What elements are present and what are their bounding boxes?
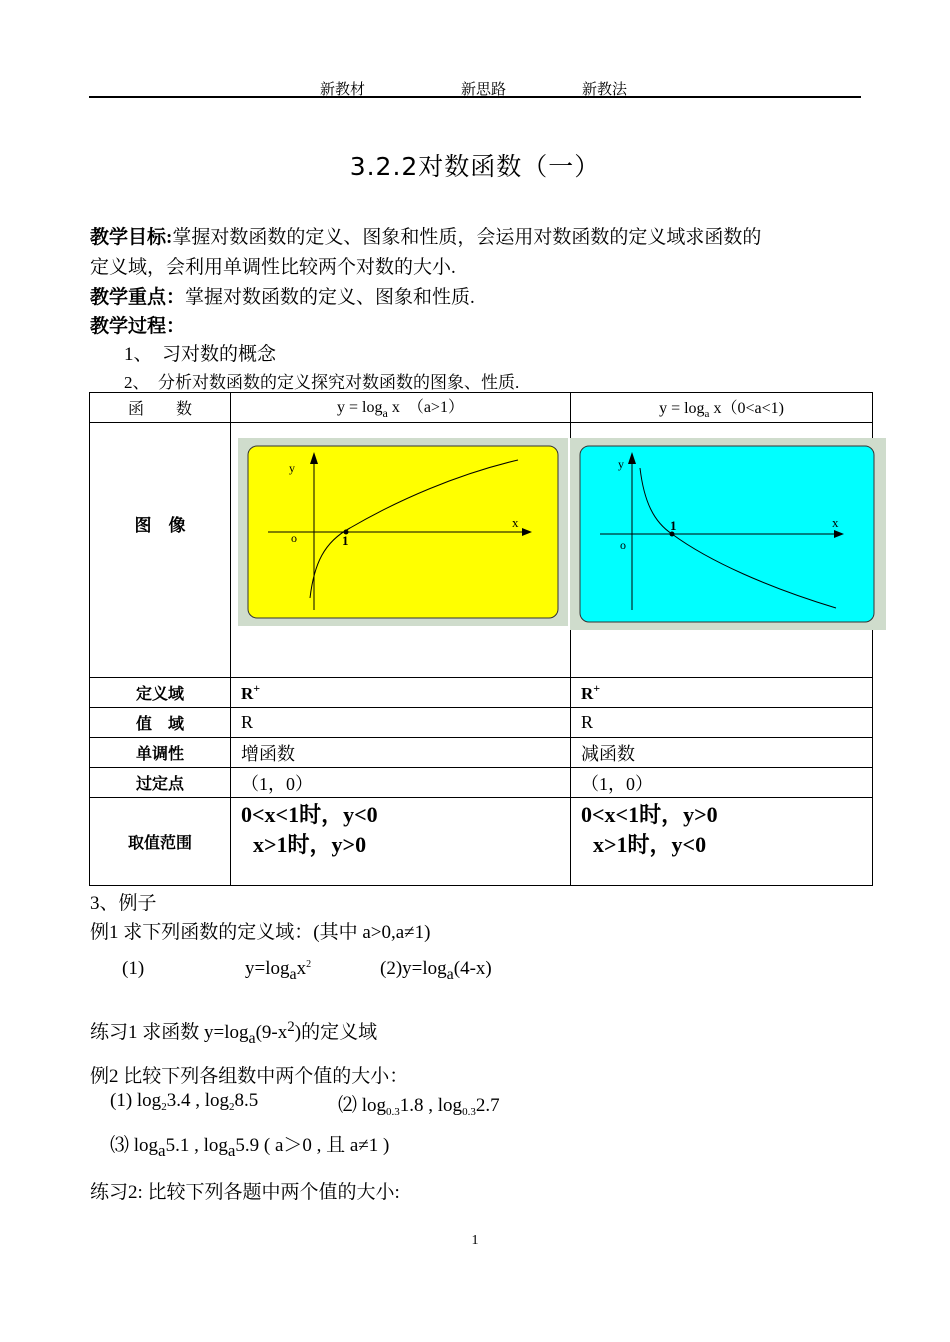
- domain-1: R+: [231, 678, 571, 708]
- table-row: [90, 768, 873, 798]
- focus-text: 掌握对数函数的定义、图象和性质.: [185, 287, 475, 308]
- focus-line: [90, 282, 475, 309]
- monotonic-2: 减函数: [571, 738, 873, 768]
- examples-heading: 3、例子: [90, 893, 157, 914]
- graph-increasing: [238, 438, 568, 626]
- objectives-text-1: 掌握对数函数的定义、图象和性质，会运用对数函数的定义域求函数的: [172, 227, 762, 248]
- origin-label: o: [620, 538, 626, 552]
- page-title: 3.2.2对数函数（一）: [349, 152, 601, 181]
- example-1-formula-2: $(2)y=\log_a(4-x)$: [380, 958, 492, 983]
- table-row: [90, 798, 873, 886]
- example-2-item-3: ⑶ loga5.1 , loga5.9 ( a＞0 , 且 a≠1 ): [110, 1135, 390, 1160]
- value-range-2: [571, 798, 873, 886]
- header-right: 新教法: [582, 82, 628, 98]
- fixed-point-1: （1，0）: [231, 768, 571, 798]
- graph-label: 图 像: [90, 423, 231, 678]
- one-label: 1: [342, 533, 349, 548]
- example-2-item-1: (1) $\log_23.4$ , $\log_28.5$: [110, 1090, 259, 1113]
- value-range-1a: 0<x<1时，y<0: [241, 802, 378, 827]
- step-1: 1、 习对数的概念: [124, 344, 277, 365]
- row-label-range: 值 域: [90, 708, 231, 738]
- row-label-monotonic: 单调性: [90, 738, 231, 768]
- step-2: 2、 分析对数函数的定义探究对数函数的图象、性质.: [124, 373, 520, 392]
- practice-2: 练习2: 比较下列各题中两个值的大小:: [90, 1182, 400, 1203]
- fixed-point-2: （1，0）: [571, 768, 873, 798]
- origin-label: o: [291, 531, 297, 545]
- monotonic-1: 增函数: [231, 738, 571, 768]
- table-row: [90, 393, 873, 423]
- process-label: 教学过程：: [90, 316, 186, 337]
- table-row: [90, 678, 873, 708]
- formula-a-lt-1: $y = \log_a x(0<a<1)$: [571, 393, 873, 423]
- range-1: R: [231, 708, 571, 738]
- focus-label: 教学重点：: [90, 287, 186, 308]
- example-1: 例1 求下列函数的定义域：(其中 a>0,a≠1): [90, 922, 431, 943]
- objectives-line-2: 定义域，会利用单调性比较两个对数的大小.: [90, 257, 456, 278]
- domain-2: R+: [571, 678, 873, 708]
- practice-1: 练习1 求函数 $y=\log_a(9-x^2)$的定义域: [90, 1019, 378, 1047]
- y-label: y: [289, 461, 295, 475]
- value-range-2b: x>1时，y<0: [593, 832, 707, 857]
- example-2: 例2 比较下列各组数中两个值的大小：: [90, 1066, 409, 1087]
- header-rule: [89, 96, 861, 98]
- example-1-part-1: (1): [122, 958, 145, 979]
- x-label: x: [832, 515, 839, 530]
- table-row: [90, 708, 873, 738]
- row-label-value-range: 取值范围: [90, 798, 231, 886]
- table-row: [90, 738, 873, 768]
- value-range-1: [231, 798, 571, 886]
- row-label-fixed-point: 过定点: [90, 768, 231, 798]
- header-middle: 新思路: [461, 82, 507, 98]
- page-number: 1: [471, 1233, 479, 1248]
- row-label-domain: 定义域: [90, 678, 231, 708]
- example-1-formula-1: $y=\log_ax^2$: [245, 958, 312, 983]
- x-label: x: [512, 515, 519, 530]
- y-label: y: [618, 457, 624, 471]
- value-range-2a: 0<x<1时，y>0: [581, 802, 718, 827]
- example-2-item-2: ⑵ $\log_{0.3}1.8$ , $\log_{0.3}2.7$: [338, 1095, 500, 1118]
- header-left: 新教材: [320, 82, 366, 98]
- range-2: R: [571, 708, 873, 738]
- objectives-line-1: [90, 222, 761, 249]
- col-header-function: 函 数: [90, 393, 231, 423]
- one-label: 1: [670, 518, 677, 533]
- graph-decreasing: [570, 438, 886, 630]
- objectives-label: 教学目标:: [90, 227, 173, 248]
- value-range-1b: x>1时，y>0: [253, 832, 367, 857]
- formula-a-gt-1: $y = \log_a x$ （a>1）: [231, 393, 571, 423]
